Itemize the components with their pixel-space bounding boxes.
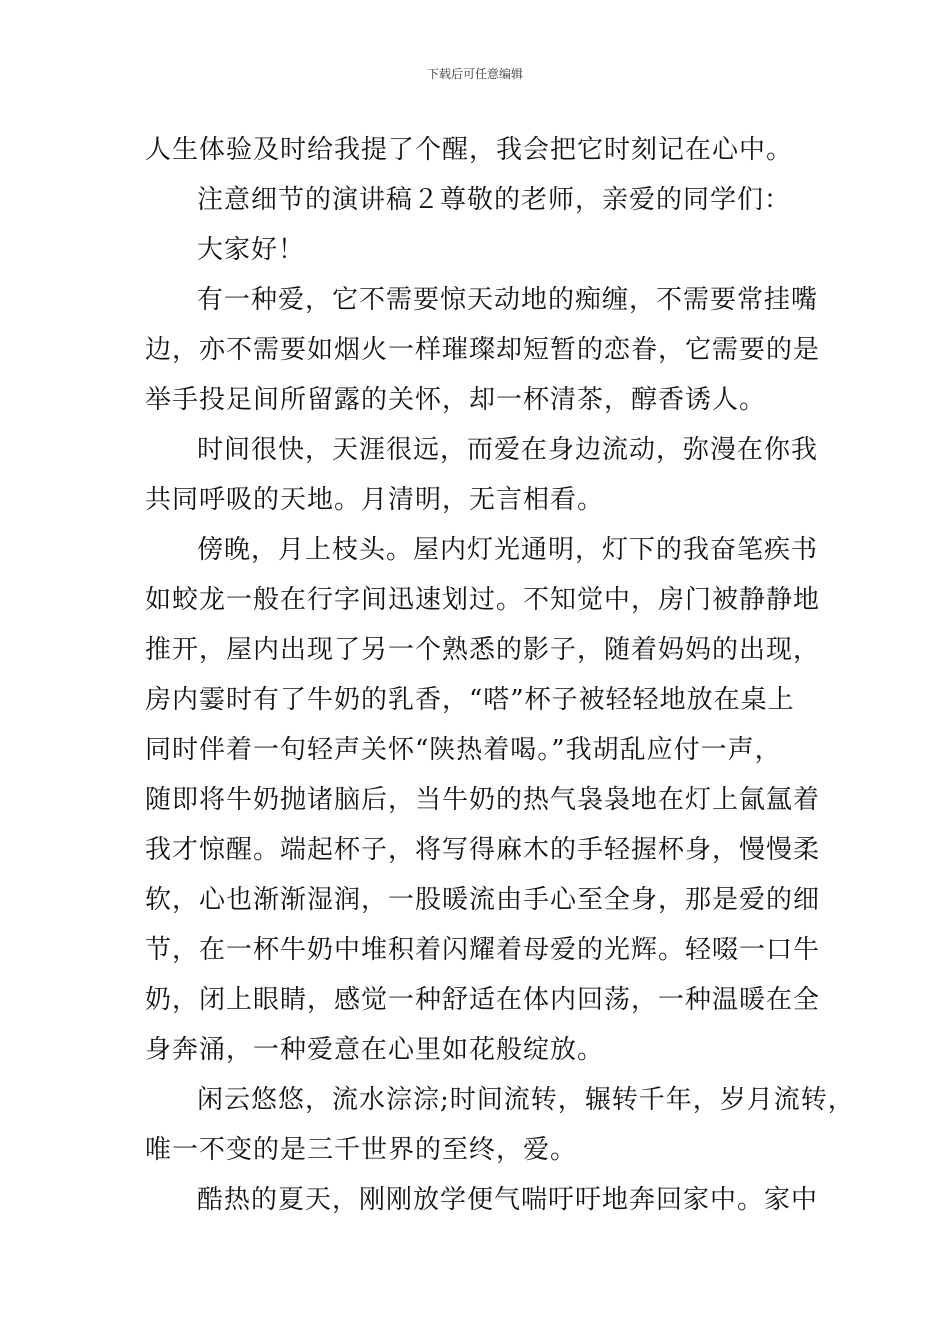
text-line: 软，心也渐渐湿润，一股暖流由手心至全身，那是爱的细 (145, 885, 821, 915)
text-line: 傍晚，月上枝头。屋内灯光通明，灯下的我奋笔疾书 (197, 535, 819, 565)
text-line: 大家好！ (197, 235, 306, 265)
page-header: 下载后可任意编辑 (426, 67, 523, 81)
text-line: 如蛟龙一般在行字间迅速划过。不知觉中，房门被静静地 (145, 585, 821, 615)
document-body (145, 125, 855, 1225)
text-line: 奶，闭上眼睛，感觉一种舒适在体内回荡，一种温暖在全 (145, 985, 821, 1015)
text-line: 时间很快，天涯很远，而爱在身边流动，弥漫在你我 (197, 435, 819, 465)
text-line: 举手投足间所留露的关怀，却一杯清茶，醇香诱人。 (145, 385, 767, 415)
text-line: 闲云悠悠，流水淙淙;时间流转，辗转千年，岁月流转， (197, 1085, 855, 1115)
text-line: 同时伴着一句轻声关怀“陕热着喝。”我胡乱应付一声， (145, 735, 782, 765)
text-line: 边，亦不需要如烟火一样璀璨却短暂的恋眷，它需要的是 (145, 335, 821, 365)
text-line: 节，在一杯牛奶中堆积着闪耀着母爱的光辉。轻啜一口牛 (145, 935, 821, 965)
text-line: 酷热的夏天，刚刚放学便气喘吁吁地奔回家中。家中 (197, 1185, 819, 1215)
text-line: 随即将牛奶抛诸脑后，当牛奶的热气袅袅地在灯上氤氲着 (145, 785, 821, 815)
text-line: 注意细节的演讲稿２尊敬的老师，亲爱的同学们： (197, 185, 792, 215)
text-line: 身奔涌，一种爱意在心里如花般绽放。 (145, 1035, 605, 1065)
text-line: 共同呼吸的天地。月清明，无言相看。 (145, 485, 605, 515)
text-line: 推开，屋内出现了另一个熟悉的影子，随着妈妈的出现， (145, 635, 821, 665)
text-line: 人生体验及时给我提了个醒，我会把它时刻记在心中。 (145, 135, 794, 165)
text-line: 有一种爱，它不需要惊天动地的痴缠，不需要常挂嘴 (197, 285, 819, 315)
text-line: 房内霎时有了牛奶的乳香，“嗒”杯子被轻轻地放在桌上 (145, 685, 795, 715)
text-line: 我才惊醒。端起杯子，将写得麻木的手轻握杯身，慢慢柔 (145, 835, 821, 865)
text-line: 唯一不变的是三千世界的至终，爱。 (145, 1135, 578, 1165)
